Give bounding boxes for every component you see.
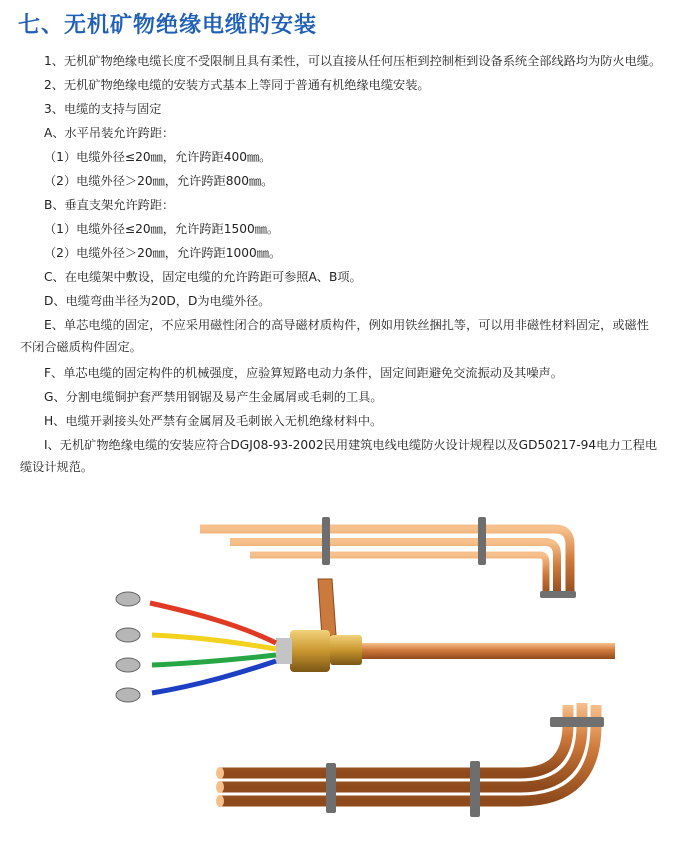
clamp-icon: [550, 717, 604, 727]
paragraph-text: （1）电缆外径≤20㎜，允许跨距1500㎜。: [44, 222, 280, 236]
paragraph-text: 缆设计规范。: [20, 460, 94, 474]
paragraph-text: H、电缆开剥接头处严禁有金属屑及毛刺嵌入无机绝缘材料中。: [44, 414, 383, 428]
paragraph-b2: [20, 242, 680, 264]
paragraph-text: D、电缆弯曲半径为20D，D为电缆外径。: [44, 294, 271, 308]
paragraph-b1: [20, 218, 680, 240]
clamp-icon: [326, 763, 336, 813]
paragraph-text: 2、无机矿物绝缘电缆的安装方式基本上等同于普通有机绝缘电缆安装。: [44, 78, 430, 92]
paragraph-text: C、在电缆架中敷设，固定电缆的允许跨距可参照A、B项。: [44, 270, 362, 284]
paragraph-a2: [20, 170, 680, 192]
paragraph-text: A、水平吊装允许跨距：: [44, 126, 175, 140]
paragraph-c: [20, 266, 680, 288]
cable-installation-photo: [100, 505, 620, 840]
paragraph-d: [20, 290, 680, 312]
cable-termination: [116, 579, 615, 702]
paragraph-a: [20, 122, 680, 144]
paragraph-1: [20, 50, 680, 72]
paragraph-text: （2）电缆外径＞20㎜，允许跨距1000㎜。: [44, 246, 282, 260]
paragraph-3: [20, 98, 680, 120]
paragraph-h: [20, 410, 680, 432]
paragraph-i: [20, 434, 680, 478]
bottom-cable-group: [216, 703, 604, 817]
paragraph-a1: [20, 146, 680, 168]
section-title: 七、无机矿物绝缘电缆的安装: [18, 13, 318, 38]
paragraph-text: I、无机矿物绝缘电缆的安装应符合DGJ08-93-2002民用建筑电线电缆防火设计规程以及GD50217-94电力工程电: [44, 438, 658, 452]
paragraph-e: [20, 314, 680, 358]
paragraph-b: [20, 194, 680, 216]
paragraph-text: E、单芯电缆的固定，不应采用磁性闭合的高导磁材质构件，例如用铁丝捆扎等，可以用非磁性材料固定，或磁性: [44, 318, 649, 332]
paragraph-2: [20, 74, 680, 96]
clamp-icon: [470, 761, 480, 817]
paragraph-text: 3、电缆的支持与固定: [44, 102, 162, 116]
paragraph-text: F、单芯电缆的固定构件的机械强度，应验算短路电动力条件，固定间距避免交流振动及其噪声。: [44, 366, 563, 380]
paragraph-g: [20, 386, 680, 408]
paragraph-text: （1）电缆外径≤20㎜，允许跨距400㎜。: [44, 150, 272, 164]
paragraph-f: [20, 362, 680, 384]
clamp-icon: [478, 517, 486, 565]
top-cable-group: [200, 517, 576, 598]
paragraph-text: 不闭合磁质构件固定。: [20, 340, 142, 354]
clamp-icon: [540, 591, 576, 598]
paragraph-text: 1、无机矿物绝缘电缆长度不受限制且具有柔性，可以直接从任何压柜到控制柜到设备系统全部线路均为防火电缆。: [44, 54, 662, 68]
clamp-icon: [322, 517, 330, 565]
paragraph-text: G、分割电缆铜护套严禁用钢锯及易产生金属屑或毛刺的工具。: [44, 390, 383, 404]
paragraph-text: B、垂直支架允许跨距：: [44, 198, 175, 212]
paragraph-text: （2）电缆外径＞20㎜，允许跨距800㎜。: [44, 174, 274, 188]
